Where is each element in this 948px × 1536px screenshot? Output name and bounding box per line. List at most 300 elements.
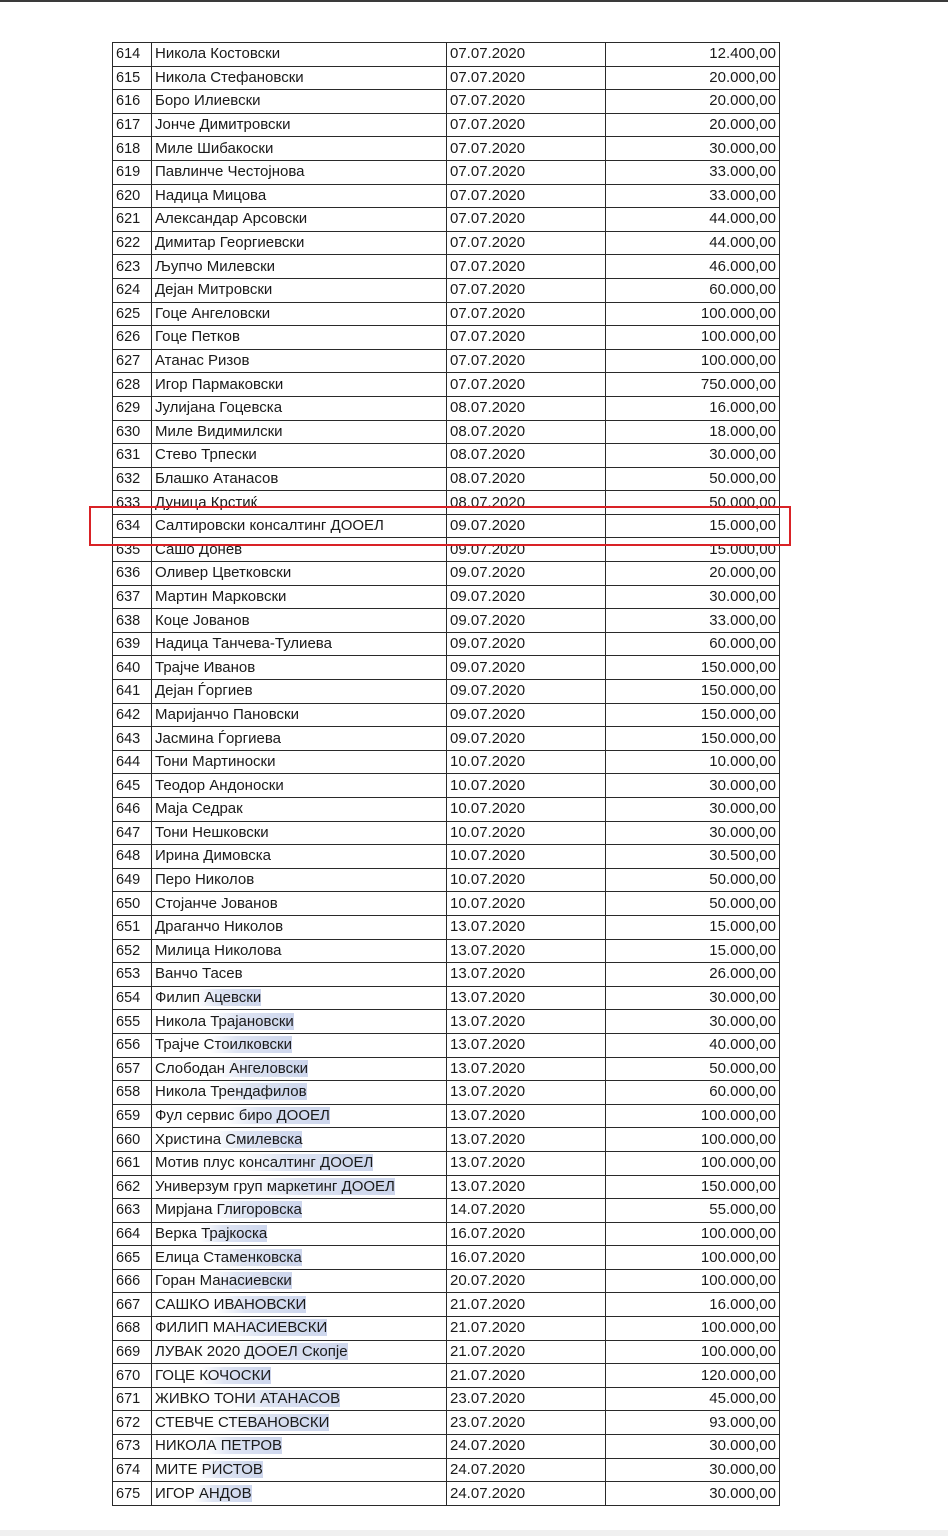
- table-row: [113, 491, 780, 515]
- table-row: [113, 1340, 780, 1364]
- row-number: [113, 1033, 152, 1057]
- payment-date: [447, 1317, 606, 1341]
- payment-date: [447, 396, 606, 420]
- recipient-name-text: ЛУВАК 2020 ДООЕЛ Скопје: [155, 1342, 348, 1360]
- recipient-name-text: ФИЛИП МАНАСИЕВСКИ: [155, 1319, 328, 1337]
- table-row: [113, 562, 780, 586]
- payment-date-text: 10.07.2020: [450, 800, 526, 818]
- row-number-text: 657: [116, 1060, 141, 1077]
- recipient-name: [152, 585, 447, 609]
- recipient-name: [152, 1458, 447, 1482]
- row-number-text: 666: [116, 1273, 141, 1290]
- row-number: [113, 1364, 152, 1388]
- payment-date-text: 07.07.2020: [450, 210, 526, 228]
- recipient-name-text: Теодор Андоноски: [155, 776, 284, 794]
- payment-date-text: 09.07.2020: [450, 705, 526, 723]
- table-row: [113, 90, 780, 114]
- payment-date-text: 09.07.2020: [450, 611, 526, 629]
- recipient-name: [152, 609, 447, 633]
- payment-date-text: 07.07.2020: [450, 186, 526, 204]
- row-number: [113, 1151, 152, 1175]
- payment-date: [447, 1199, 606, 1223]
- row-number-text: 620: [116, 187, 141, 204]
- row-number: [113, 892, 152, 916]
- row-number: [113, 986, 152, 1010]
- recipient-name: [152, 798, 447, 822]
- payment-amount-text: 100.000,00: [700, 1319, 776, 1337]
- payment-date: [447, 868, 606, 892]
- recipient-name-text: Перо Николов: [155, 871, 255, 889]
- recipient-name: [152, 939, 447, 963]
- payment-date: [447, 1482, 606, 1506]
- recipient-name: [152, 43, 447, 67]
- row-number-text: 635: [116, 541, 141, 558]
- row-number-text: 647: [116, 824, 141, 841]
- recipient-name-text: Салтировски консалтинг ДООЕЛ: [155, 517, 384, 535]
- payment-date: [447, 208, 606, 232]
- table-row: [113, 208, 780, 232]
- payment-amount-text: 20.000,00: [709, 68, 776, 86]
- row-number-text: 623: [116, 258, 141, 275]
- row-number-text: 639: [116, 636, 141, 653]
- payment-date-text: 13.07.2020: [450, 1107, 526, 1125]
- table-row: [113, 680, 780, 704]
- payment-date: [447, 1435, 606, 1459]
- payment-date-text: 07.07.2020: [450, 352, 526, 370]
- payment-amount-text: 100.000,00: [700, 1272, 776, 1290]
- payment-amount: [606, 939, 780, 963]
- payment-date-text: 10.07.2020: [450, 823, 526, 841]
- table-row: [113, 137, 780, 161]
- row-number: [113, 1435, 152, 1459]
- payment-amount-text: 46.000,00: [709, 257, 776, 275]
- payment-amount-text: 30.000,00: [709, 446, 776, 464]
- payment-date-text: 09.07.2020: [450, 564, 526, 582]
- row-number: [113, 727, 152, 751]
- recipient-name: [152, 113, 447, 137]
- payment-date-text: 16.07.2020: [450, 1224, 526, 1242]
- recipient-name: [152, 467, 447, 491]
- payment-date: [447, 1010, 606, 1034]
- payment-date: [447, 184, 606, 208]
- row-number: [113, 821, 152, 845]
- top-border: [0, 0, 948, 2]
- payment-date-text: 08.07.2020: [450, 422, 526, 440]
- table-row: [113, 349, 780, 373]
- row-number-text: 622: [116, 235, 141, 252]
- recipient-name-text: Ирина Димовска: [155, 847, 272, 865]
- payment-date-text: 10.07.2020: [450, 847, 526, 865]
- payment-amount: [606, 821, 780, 845]
- recipient-name-text: Миле Видимилски: [155, 422, 283, 440]
- row-number-text: 630: [116, 423, 141, 440]
- payment-amount: [606, 1317, 780, 1341]
- row-number-text: 653: [116, 966, 141, 983]
- payment-amount: [606, 750, 780, 774]
- payment-date: [447, 609, 606, 633]
- row-number: [113, 396, 152, 420]
- row-number-text: 658: [116, 1084, 141, 1101]
- recipient-name: [152, 1222, 447, 1246]
- recipient-name-text: Мартин Марковски: [155, 587, 287, 605]
- row-number-text: 627: [116, 353, 141, 370]
- payment-amount-text: 50.000,00: [709, 1059, 776, 1077]
- row-number: [113, 1104, 152, 1128]
- recipient-name-text: Миле Шибакоски: [155, 139, 274, 157]
- table-row: [113, 632, 780, 656]
- row-number-text: 628: [116, 376, 141, 393]
- table-row: [113, 609, 780, 633]
- recipient-name-text: ЖИВКО ТОНИ АТАНАСОВ: [155, 1390, 341, 1408]
- table-row: [113, 231, 780, 255]
- recipient-name: [152, 892, 447, 916]
- recipient-name-text: Фул сервис биро ДООЕЛ: [155, 1107, 330, 1125]
- payment-date-text: 08.07.2020: [450, 399, 526, 417]
- row-number-text: 616: [116, 93, 141, 110]
- row-number-text: 671: [116, 1391, 141, 1408]
- payment-amount: [606, 255, 780, 279]
- recipient-name: [152, 1081, 447, 1105]
- payment-amount: [606, 632, 780, 656]
- recipient-name: [152, 1340, 447, 1364]
- payment-amount-text: 15.000,00: [709, 540, 776, 558]
- row-number-text: 665: [116, 1249, 141, 1266]
- payment-amount-text: 30.000,00: [709, 1484, 776, 1502]
- recipient-name: [152, 845, 447, 869]
- row-number-text: 664: [116, 1225, 141, 1242]
- payment-date-text: 21.07.2020: [450, 1366, 526, 1384]
- table-row: [113, 798, 780, 822]
- payment-amount: [606, 373, 780, 397]
- payment-amount: [606, 1033, 780, 1057]
- payment-date-text: 16.07.2020: [450, 1248, 526, 1266]
- payment-amount: [606, 656, 780, 680]
- recipient-name: [152, 1033, 447, 1057]
- payment-date: [447, 349, 606, 373]
- recipient-name: [152, 632, 447, 656]
- table-row: [113, 774, 780, 798]
- recipient-name-text: Јасмина Ѓоргиева: [155, 729, 281, 747]
- recipient-name-text: Стево Трпески: [155, 446, 257, 464]
- payment-date-text: 07.07.2020: [450, 304, 526, 322]
- row-number: [113, 43, 152, 67]
- payment-amount-text: 33.000,00: [709, 163, 776, 181]
- row-number: [113, 1010, 152, 1034]
- recipient-name-text: Јулијана Гоцевска: [155, 399, 283, 417]
- payment-amount-text: 150.000,00: [700, 1177, 776, 1195]
- payment-amount: [606, 302, 780, 326]
- row-number: [113, 491, 152, 515]
- payment-amount: [606, 1482, 780, 1506]
- row-number-text: 651: [116, 919, 141, 936]
- recipient-name-text: Мирјана Глигоровска: [155, 1201, 302, 1219]
- recipient-name-text: Ванчо Тасев: [155, 965, 243, 983]
- payment-date-text: 13.07.2020: [450, 1059, 526, 1077]
- recipient-name: [152, 278, 447, 302]
- table-row: [113, 1222, 780, 1246]
- row-number-text: 648: [116, 848, 141, 865]
- row-number-text: 636: [116, 565, 141, 582]
- payment-date: [447, 703, 606, 727]
- recipient-name-text: Оливер Цветковски: [155, 564, 292, 582]
- row-number-text: 674: [116, 1461, 141, 1478]
- table-row: [113, 868, 780, 892]
- payment-amount-text: 100.000,00: [700, 352, 776, 370]
- payment-date-text: 08.07.2020: [450, 446, 526, 464]
- payment-date: [447, 727, 606, 751]
- row-number: [113, 1199, 152, 1223]
- payment-amount-text: 30.000,00: [709, 989, 776, 1007]
- payment-amount-text: 100.000,00: [700, 1107, 776, 1125]
- recipient-name: [152, 1057, 447, 1081]
- recipient-name-text: Александар Арсовски: [155, 210, 308, 228]
- row-number-text: 634: [116, 518, 141, 535]
- row-number: [113, 1458, 152, 1482]
- recipient-name: [152, 1128, 447, 1152]
- payment-date: [447, 1411, 606, 1435]
- recipient-name: [152, 656, 447, 680]
- table-row: [113, 160, 780, 184]
- recipient-name-text: Дејан Ѓоргиев: [155, 682, 253, 700]
- payment-amount: [606, 396, 780, 420]
- payment-date-text: 24.07.2020: [450, 1460, 526, 1478]
- recipient-name-text: Боро Илиевски: [155, 92, 261, 110]
- payment-amount-text: 20.000,00: [709, 116, 776, 134]
- row-number-text: 643: [116, 730, 141, 747]
- row-number-text: 644: [116, 754, 141, 771]
- recipient-name-text: Тони Мартиноски: [155, 753, 276, 771]
- recipient-name-text: Никола Костовски: [155, 45, 281, 63]
- row-number: [113, 585, 152, 609]
- row-number: [113, 137, 152, 161]
- row-number-text: 614: [116, 46, 141, 63]
- recipient-name-text: Јонче Димитровски: [155, 116, 291, 134]
- payment-date: [447, 845, 606, 869]
- row-number-text: 652: [116, 942, 141, 959]
- recipient-name-text: ГОЦЕ КОЧОСКИ: [155, 1366, 272, 1384]
- row-number-text: 631: [116, 447, 141, 464]
- recipient-name-text: СТЕВЧЕ СТЕВАНОВСКИ: [155, 1413, 330, 1431]
- row-number-text: 669: [116, 1343, 141, 1360]
- payment-amount: [606, 467, 780, 491]
- payment-date: [447, 939, 606, 963]
- row-number: [113, 750, 152, 774]
- row-number-text: 650: [116, 895, 141, 912]
- payment-amount-text: 30.500,00: [709, 847, 776, 865]
- recipient-name-text: Блашко Атанасов: [155, 469, 279, 487]
- payment-date-text: 07.07.2020: [450, 163, 526, 181]
- payment-date: [447, 1293, 606, 1317]
- payment-date: [447, 750, 606, 774]
- payment-amount: [606, 160, 780, 184]
- table-row: [113, 1033, 780, 1057]
- payment-date-text: 14.07.2020: [450, 1201, 526, 1219]
- payment-amount: [606, 915, 780, 939]
- row-number: [113, 113, 152, 137]
- row-number: [113, 1175, 152, 1199]
- table-row: [113, 420, 780, 444]
- payment-amount-text: 150.000,00: [700, 658, 776, 676]
- payment-amount-text: 44.000,00: [709, 210, 776, 228]
- payment-amount: [606, 1175, 780, 1199]
- row-number: [113, 798, 152, 822]
- payment-amount: [606, 1293, 780, 1317]
- recipient-name: [152, 1411, 447, 1435]
- table-row: [113, 514, 780, 538]
- payment-date: [447, 774, 606, 798]
- payment-date: [447, 915, 606, 939]
- recipient-name: [152, 396, 447, 420]
- recipient-name: [152, 915, 447, 939]
- payment-amount: [606, 420, 780, 444]
- row-number: [113, 632, 152, 656]
- payment-amount-text: 40.000,00: [709, 1036, 776, 1054]
- payment-amount-text: 150.000,00: [700, 705, 776, 723]
- payment-date-text: 07.07.2020: [450, 45, 526, 63]
- table-row: [113, 1411, 780, 1435]
- payment-amount-text: 33.000,00: [709, 186, 776, 204]
- row-number: [113, 562, 152, 586]
- payment-date-text: 09.07.2020: [450, 540, 526, 558]
- payment-date-text: 07.07.2020: [450, 375, 526, 393]
- row-number-text: 668: [116, 1320, 141, 1337]
- recipient-name-text: Никола Трендафилов: [155, 1083, 307, 1101]
- payment-amount: [606, 845, 780, 869]
- payment-date: [447, 1246, 606, 1270]
- row-number-text: 629: [116, 400, 141, 417]
- recipient-name-text: Љупчо Милевски: [155, 257, 276, 275]
- table-row: [113, 66, 780, 90]
- row-number: [113, 349, 152, 373]
- row-number: [113, 302, 152, 326]
- table-row: [113, 396, 780, 420]
- recipient-name: [152, 538, 447, 562]
- recipient-name: [152, 1199, 447, 1223]
- payment-amount: [606, 137, 780, 161]
- row-number: [113, 1340, 152, 1364]
- table-row: [113, 963, 780, 987]
- recipient-name-text: Никола Стефановски: [155, 68, 304, 86]
- payment-date: [447, 680, 606, 704]
- table-row: [113, 1435, 780, 1459]
- table-row: [113, 43, 780, 67]
- recipient-name-text: Дуница Крстиќ: [155, 493, 258, 511]
- payment-date: [447, 1033, 606, 1057]
- table-row: [113, 184, 780, 208]
- recipient-name-text: Павлинче Честојнова: [155, 163, 305, 181]
- payments-table: [112, 42, 780, 1506]
- table-row: [113, 1269, 780, 1293]
- row-number: [113, 1222, 152, 1246]
- payment-amount: [606, 1435, 780, 1459]
- payment-date-text: 09.07.2020: [450, 682, 526, 700]
- table-row: [113, 1293, 780, 1317]
- payment-amount: [606, 538, 780, 562]
- table-row: [113, 302, 780, 326]
- table-row: [113, 1317, 780, 1341]
- payment-date-text: 10.07.2020: [450, 871, 526, 889]
- payment-amount-text: 100.000,00: [700, 1224, 776, 1242]
- payment-amount: [606, 1411, 780, 1435]
- payment-amount-text: 60.000,00: [709, 635, 776, 653]
- recipient-name-text: Игор Пармаковски: [155, 375, 284, 393]
- payment-amount: [606, 113, 780, 137]
- payment-amount-text: 55.000,00: [709, 1201, 776, 1219]
- row-number-text: 661: [116, 1155, 141, 1172]
- recipient-name-text: Гоце Петков: [155, 328, 240, 346]
- row-number: [113, 1081, 152, 1105]
- payment-amount-text: 750.000,00: [700, 375, 776, 393]
- recipient-name: [152, 703, 447, 727]
- payment-date-text: 07.07.2020: [450, 257, 526, 275]
- table-row: [113, 444, 780, 468]
- table-row: [113, 326, 780, 350]
- payment-amount: [606, 1128, 780, 1152]
- recipient-name: [152, 821, 447, 845]
- table-row: [113, 727, 780, 751]
- recipient-name-text: Надица Танчева-Тулиева: [155, 635, 332, 653]
- payment-amount: [606, 208, 780, 232]
- payment-date-text: 07.07.2020: [450, 139, 526, 157]
- payment-amount-text: 120.000,00: [700, 1366, 776, 1384]
- recipient-name-text: Никола Трајановски: [155, 1012, 294, 1030]
- payment-date: [447, 892, 606, 916]
- payment-amount-text: 30.000,00: [709, 823, 776, 841]
- recipient-name: [152, 680, 447, 704]
- payment-amount: [606, 1199, 780, 1223]
- table-row: [113, 1104, 780, 1128]
- payment-date-text: 10.07.2020: [450, 776, 526, 794]
- payment-date-text: 08.07.2020: [450, 493, 526, 511]
- recipient-name: [152, 326, 447, 350]
- payment-amount-text: 150.000,00: [700, 682, 776, 700]
- table-row: [113, 1246, 780, 1270]
- payment-amount: [606, 514, 780, 538]
- payment-date-text: 09.07.2020: [450, 587, 526, 605]
- recipient-name: [152, 1364, 447, 1388]
- row-number: [113, 514, 152, 538]
- recipient-name: [152, 1435, 447, 1459]
- recipient-name: [152, 1317, 447, 1341]
- recipient-name: [152, 1269, 447, 1293]
- row-number: [113, 1317, 152, 1341]
- payment-amount: [606, 727, 780, 751]
- payment-amount-text: 50.000,00: [709, 871, 776, 889]
- payment-amount: [606, 1222, 780, 1246]
- payment-date-text: 13.07.2020: [450, 941, 526, 959]
- payment-amount-text: 33.000,00: [709, 611, 776, 629]
- row-number: [113, 373, 152, 397]
- table-row: [113, 1199, 780, 1223]
- table-row: [113, 1387, 780, 1411]
- payment-amount: [606, 1340, 780, 1364]
- payment-date: [447, 1364, 606, 1388]
- payment-date: [447, 1081, 606, 1105]
- row-number: [113, 90, 152, 114]
- payment-amount-text: 30.000,00: [709, 587, 776, 605]
- payment-amount: [606, 1387, 780, 1411]
- table-row: [113, 1458, 780, 1482]
- payment-date: [447, 1387, 606, 1411]
- bottom-edge: [0, 1530, 948, 1536]
- payment-date: [447, 821, 606, 845]
- recipient-name-text: Слободан Ангеловски: [155, 1059, 309, 1077]
- payment-amount: [606, 444, 780, 468]
- payment-amount: [606, 278, 780, 302]
- payment-date: [447, 1222, 606, 1246]
- payment-date-text: 07.07.2020: [450, 328, 526, 346]
- payment-date-text: 09.07.2020: [450, 658, 526, 676]
